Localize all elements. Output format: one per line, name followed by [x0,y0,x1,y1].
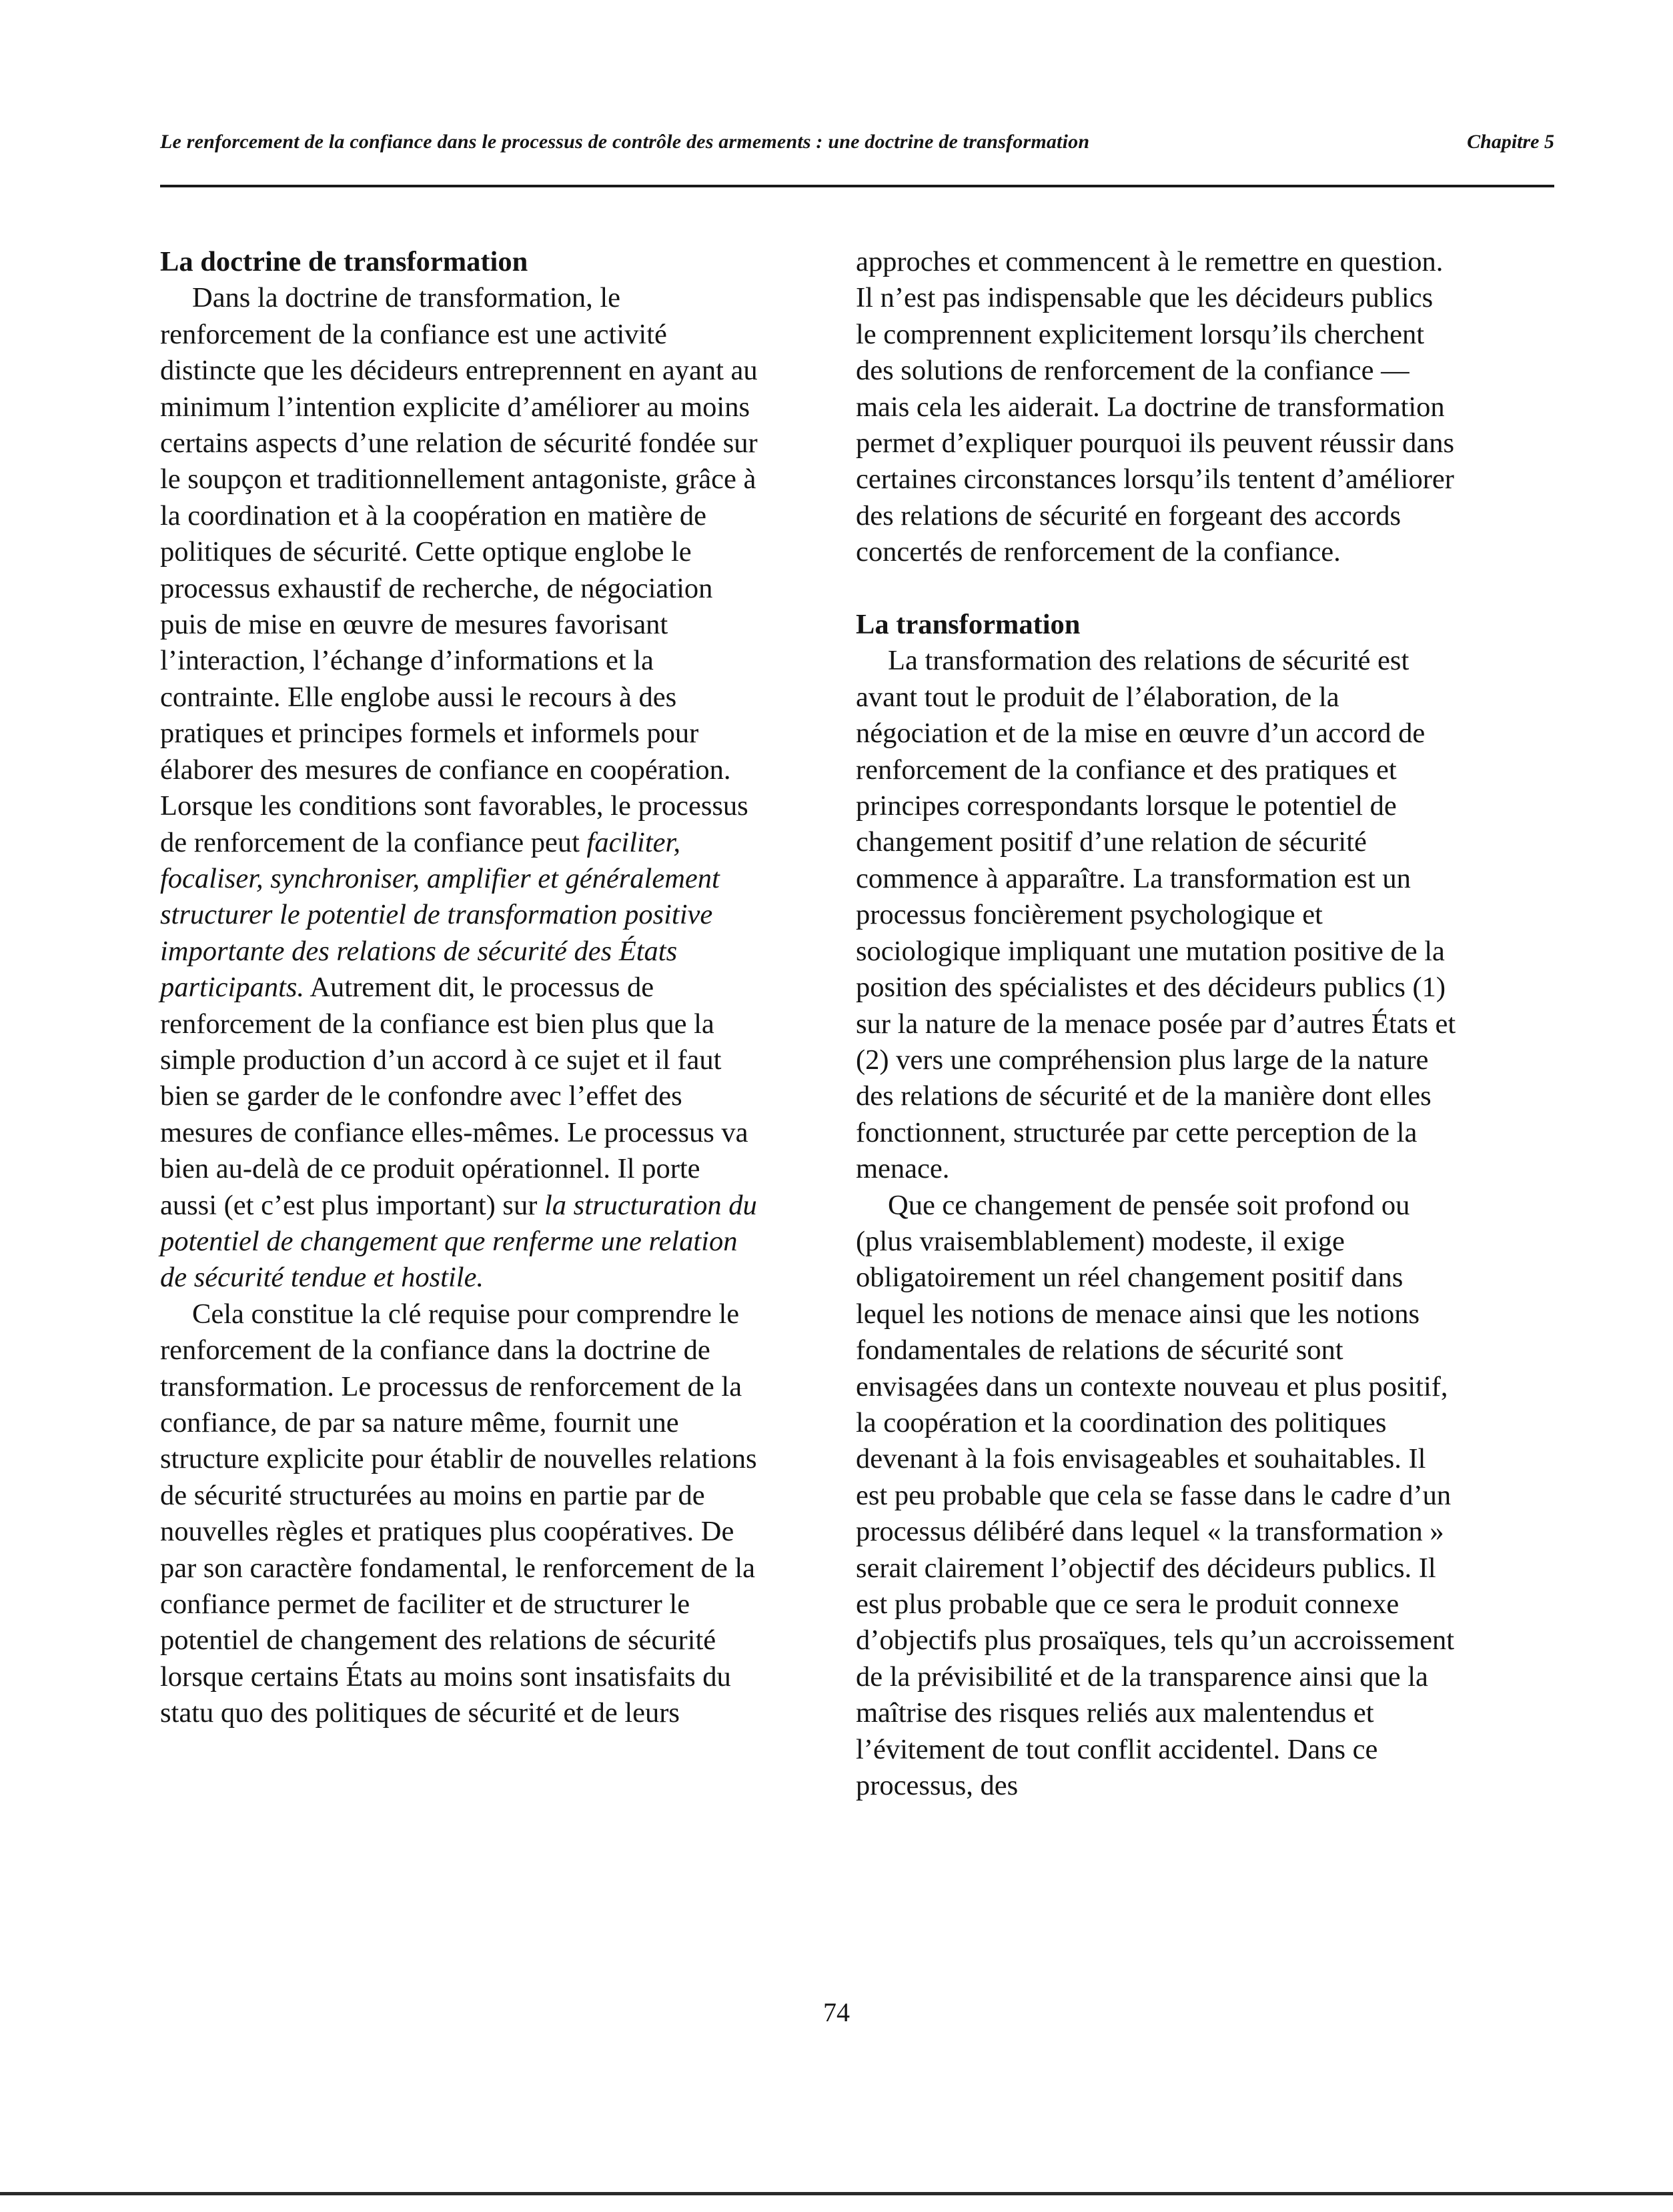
chapter-label: Chapitre 5 [1467,131,1554,153]
paragraph: Cela constitue la clé requise pour comprendre le renforcement de la confiance dans la doctrine de transformation. Le processus de renforcement de la confiance, de par sa nature même, fournit une structure explicite pour établir de nouvelles relations de sécurité structurées au moins en partie par de nouvelles règles et pratiques plus coopératives. De par son caractère fondamental, le renforcement de la confiance permet de faciliter et de structurer le potentiel de changement des relations de sécurité lorsque certains États au moins sont insatisfaits du statu quo des politiques de sécurité et de leurs [160,1298,757,1729]
running-header [160,124,1554,164]
paragraph: Que ce changement de pensée soit profond ou (plus vraisemblablement) modeste, il exige obligatoirement un réel changement positif dans lequel les notions de menace ainsi que les notions fondamentales de relations de sécurité sont envisagées dans un contexte nouveau et plus positif, la coopération et la coordination des politiques devenant à la fois envisageables et souhaitables. Il est peu probable que cela se fasse dans le cadre d’un processus délibéré dans lequel « la transformation » serait clairement l’objectif des décideurs publics. Il est plus probable que ce sera le produit connexe d’objectifs plus prosaïques, tels qu’un accroissement de la prévisibilité et de la transparence ainsi que la maîtrise des risques reliés aux malentendus et l’évitement de tout conflit accidentel. Dans ce processus, des [856,1189,1455,1802]
right-column [856,244,1456,1804]
paragraph-text: Autrement dit, le processus de renforcement de la confiance est bien plus que la simple production d’un accord à ce sujet et il faut bien se garder de le confondre avec l’effet des mesures de confiance elles-mêmes. Le processus va bien au-delà de ce produit opérationnel. Il porte aussi (et c’est plus important) sur [160,972,748,1221]
bottom-edge-rule [0,2192,1673,2195]
paragraph: approches et commencent à le remettre en question. Il n’est pas indispensable que les décideurs publics le comprennent explicitement lorsqu’ils cherchent des solutions de renforcement de la confiance — mais cela les aiderait. La doctrine de transformation permet d’expliquer pourquoi ils peuvent réussir dans certaines circonstances lorsqu’ils tentent d’améliorer des relations de sécurité en forgeant des accords concertés de renforcement de la confiance. [856,246,1455,568]
paragraph [160,280,760,1296]
header-rule [160,185,1554,187]
paragraph: La transformation des relations de sécurité est avant tout le produit de l’élaboration, de la négociation et de la mise en œuvre d’un accord de renforcement de la confiance et des pratiques et principes correspondants lorsque le potentiel de changement positif d’une relation de sécurité commence à apparaître. La transformation est un processus foncièrement psychologique et sociologique impliquant une mutation positive de la position des spécialistes et des décideurs publics (1) sur la nature de la menace posée par d’autres États et (2) vers une compréhension plus large de la nature des relations de sécurité et de la manière dont elles fonctionnent, structurée par cette perception de la menace. [856,645,1456,1185]
paragraph-text: Dans la doctrine de transformation, le renforcement de la confiance est une activité distincte que les décideurs entreprennent en ayant au minimum l’intention explicite d’améliorer au moins certains aspects d’une relation de sécurité fondée sur le soupçon et traditionnellement antagoniste, grâce à la coordination et à la coopération en matière de politiques de sécurité. Cette optique englobe le processus exhaustif de recherche, de négociation puis de mise en œuvre de mesures favorisant l’interaction, l’échange d’informations et la contrainte. Elle englobe aussi le recours à des pratiques et principes formels et informels pour élaborer des mesures de confiance en coopération. Lorsque les conditions sont favorables, le processus de renforcement de la confiance peut [160,282,758,858]
left-column [160,244,760,1732]
running-header-title: Le renforcement de la confiance dans le processus de contrôle des armements : une doctrine de transformation [160,131,1090,153]
section-heading: La doctrine de transformation [160,246,528,277]
spacer [856,571,1456,607]
emphasis-text: faciliter, focaliser, synchroniser, amplifier et généralement structurer le potentiel de transformation positive importante des relations de sécurité des États participants. [160,826,720,1004]
emphasis-text: la structuration du potentiel de changement que renferme une relation de sécurité tendue et hostile. [160,1189,757,1294]
page-number: 74 [823,1997,850,2027]
section-heading: La transformation [856,609,1081,641]
